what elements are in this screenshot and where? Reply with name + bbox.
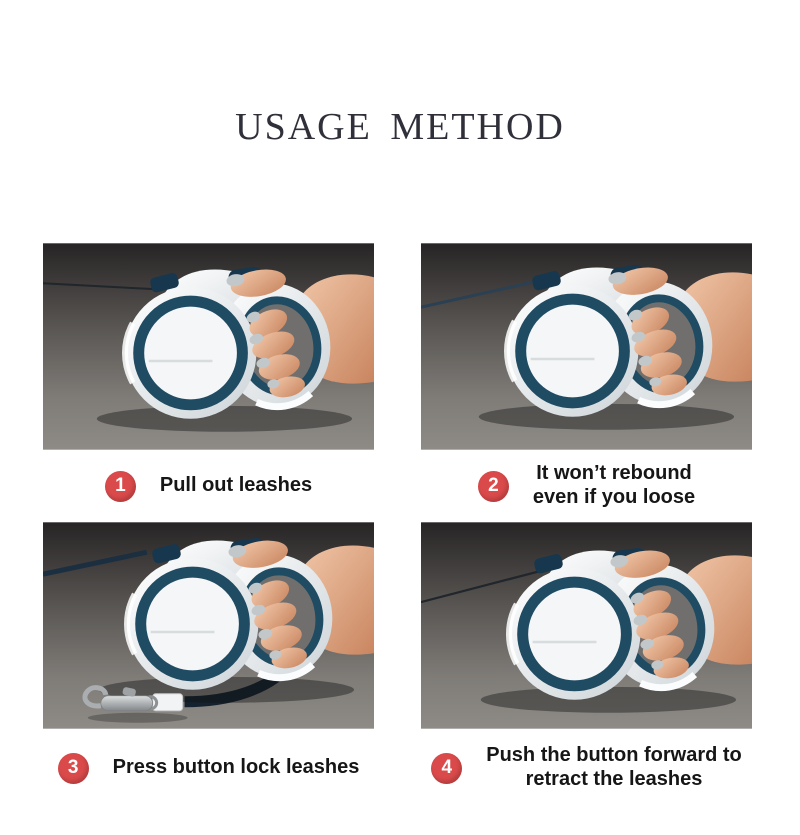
step-number-badge: 3 — [58, 753, 89, 784]
step-3-photo — [43, 522, 374, 729]
step-label: It won’t rebound even if you loose — [532, 462, 696, 508]
page-title: USAGE METHOD — [235, 105, 565, 148]
step-number-badge: 2 — [478, 471, 509, 502]
step-label: Pull out leashes — [159, 474, 313, 497]
step-4-caption — [421, 729, 752, 807]
step-2-photo — [421, 243, 752, 450]
step-label: Push the button forward to retract the leashes — [486, 744, 742, 790]
step-1-caption — [43, 450, 374, 522]
step-4-photo — [421, 522, 752, 729]
step-2-caption — [421, 450, 752, 522]
steps-grid — [43, 243, 752, 807]
step-3-caption — [43, 729, 374, 807]
header — [0, 0, 800, 243]
step-number-badge: 1 — [105, 471, 136, 502]
step-label: Press button lock leashes — [112, 756, 360, 779]
step-number-badge: 4 — [431, 753, 462, 784]
clasp-shadow — [88, 713, 188, 723]
step-1-photo — [43, 243, 374, 450]
